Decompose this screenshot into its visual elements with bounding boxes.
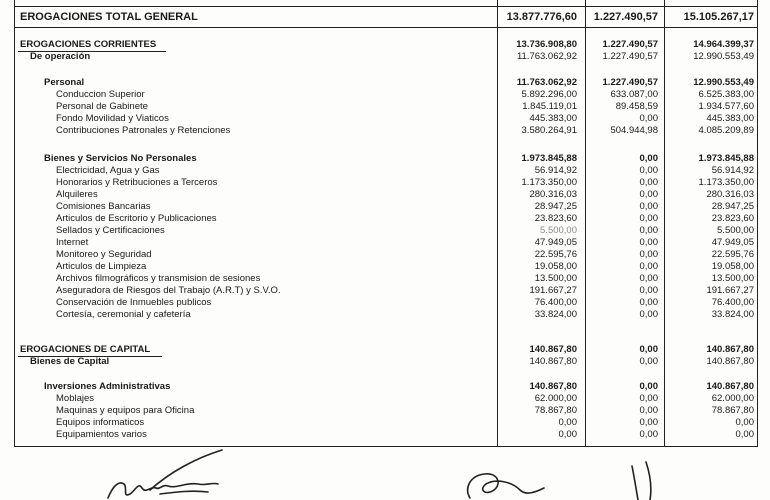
row-label: EROGACIONES CORRIENTES xyxy=(20,39,157,50)
row-label: Equipos informaticos xyxy=(56,417,145,428)
row-value-2: 0,00 xyxy=(639,344,658,355)
row-value-2: 0,00 xyxy=(639,285,658,296)
row-value-3: 33.824,00 xyxy=(711,309,754,320)
row-label: Personal xyxy=(44,77,85,88)
table-row xyxy=(0,356,770,369)
row-label: Sellados y Certificaciones xyxy=(56,225,165,236)
row-label: Archivos filmográficos y transmision de sesiones xyxy=(56,273,261,284)
row-value-2: 0,00 xyxy=(639,249,658,260)
row-value-3: 47.949,05 xyxy=(711,237,754,248)
row-value-3: 1.934.577,60 xyxy=(698,101,754,112)
row-value-2: 0,00 xyxy=(639,261,658,272)
row-label: Monitoreo y Seguridad xyxy=(56,249,152,260)
row-label: Bienes y Servicios No Personales xyxy=(44,153,197,164)
row-value-2: 0,00 xyxy=(639,153,658,164)
row-value-3: 191.667,27 xyxy=(706,285,754,296)
row-value-3: 6.525.383,00 xyxy=(698,89,754,100)
row-value-3: 140.867,80 xyxy=(706,344,754,355)
row-value-1: 13.877.776,60 xyxy=(506,11,577,23)
row-value-1: 11.763.062,92 xyxy=(516,77,577,88)
signature-right xyxy=(468,462,651,500)
row-value-3: 13.500,00 xyxy=(711,273,754,284)
row-value-1: 13.500,00 xyxy=(534,273,577,284)
row-value-2: 1.227.490,57 xyxy=(593,11,658,23)
row-value-3: 12.990.553,49 xyxy=(693,51,754,62)
row-value-1: 47.949,05 xyxy=(534,237,577,248)
row-value-3: 5.500,00 xyxy=(717,225,754,236)
row-value-3: 0,00 xyxy=(735,429,754,440)
row-value-1: 3.580.264,91 xyxy=(521,125,577,136)
row-label: Equipamientos varios xyxy=(56,429,147,440)
row-label: EROGACIONES TOTAL GENERAL xyxy=(20,11,198,23)
signature-left xyxy=(108,450,222,498)
row-value-1: 22.595,76 xyxy=(534,249,577,260)
table-row xyxy=(0,51,770,64)
row-value-2: 0,00 xyxy=(639,113,658,124)
row-value-2: 0,00 xyxy=(639,237,658,248)
row-value-2: 0,00 xyxy=(639,165,658,176)
row-value-1: 5.500,00 xyxy=(540,225,577,236)
row-value-2: 0,00 xyxy=(639,273,658,284)
row-value-1: 0,00 xyxy=(558,429,577,440)
row-label: Articulos de Escritorio y Publicaciones xyxy=(56,213,217,224)
table-row xyxy=(0,309,770,322)
row-value-2: 0,00 xyxy=(639,297,658,308)
row-value-1: 56.914,92 xyxy=(534,165,577,176)
row-value-3: 14.964.399,37 xyxy=(693,39,754,50)
row-value-1: 1.173.350,00 xyxy=(521,177,577,188)
row-label: Cortesía, ceremonial y cafetería xyxy=(56,309,191,320)
table-row xyxy=(0,429,770,442)
total-row-rule xyxy=(14,27,758,28)
row-value-3: 140.867,80 xyxy=(706,356,754,367)
row-value-3: 12.990.553,49 xyxy=(693,77,754,88)
row-value-3: 280.316,03 xyxy=(706,189,754,200)
row-value-2: 0,00 xyxy=(639,213,658,224)
row-value-2: 0,00 xyxy=(639,356,658,367)
row-label: Conservación de Inmuebles publicos xyxy=(56,297,212,308)
row-value-1: 5.892.296,00 xyxy=(521,89,577,100)
row-value-1: 28.947,25 xyxy=(534,201,577,212)
row-value-2: 0,00 xyxy=(639,177,658,188)
row-label: De operación xyxy=(30,51,91,62)
row-value-3: 28.947,25 xyxy=(711,201,754,212)
row-label: Inversiones Administrativas xyxy=(44,381,171,392)
row-value-1: 280.316,03 xyxy=(529,189,577,200)
row-value-1: 140.867,80 xyxy=(529,356,577,367)
row-label: Moblajes xyxy=(56,393,95,404)
row-label: Maquinas y equipos para Oficina xyxy=(56,405,195,416)
row-value-3: 56.914,92 xyxy=(711,165,754,176)
row-label: Comisiones Bancarias xyxy=(56,201,151,212)
row-label: Personal de Gabinete xyxy=(56,101,148,112)
row-value-2: 1.227.490,57 xyxy=(602,39,658,50)
row-value-3: 22.595,76 xyxy=(711,249,754,260)
row-value-1: 445.383,00 xyxy=(529,113,577,124)
row-value-1: 140.867,80 xyxy=(529,344,577,355)
row-value-2: 89.458,59 xyxy=(615,101,658,112)
row-value-1: 1.845.119,01 xyxy=(522,101,577,112)
row-value-3: 62.000,00 xyxy=(711,393,754,404)
row-value-1: 11.763.062,92 xyxy=(516,51,577,62)
row-value-2: 504.944,98 xyxy=(610,125,658,136)
row-value-3: 1.973.845,88 xyxy=(698,153,754,164)
row-value-3: 1.173.350,00 xyxy=(698,177,754,188)
row-label: Conduccion Superior xyxy=(56,89,145,100)
row-value-1: 191.667,27 xyxy=(529,285,577,296)
row-value-1: 23.823,60 xyxy=(534,213,577,224)
row-value-1: 140.867,80 xyxy=(529,381,577,392)
row-value-3: 0,00 xyxy=(735,417,754,428)
row-label: Aseguradora de Riesgos del Trabajo (A.R.T) y S.V.O. xyxy=(56,285,281,296)
row-value-1: 13.736.908,80 xyxy=(516,39,577,50)
row-value-1: 33.824,00 xyxy=(534,309,577,320)
row-value-3: 23.823,60 xyxy=(711,213,754,224)
row-value-3: 4.085.209,89 xyxy=(698,125,754,136)
row-value-2: 1.227.490,57 xyxy=(602,51,658,62)
row-label: Bienes de Capital xyxy=(30,356,110,367)
row-value-3: 445.383,00 xyxy=(706,113,754,124)
row-value-3: 78.867,80 xyxy=(711,405,754,416)
signatures xyxy=(0,444,770,500)
row-label: Honorarios y Retribuciones a Terceros xyxy=(56,177,218,188)
row-value-3: 140.867,80 xyxy=(706,381,754,392)
row-value-2: 0,00 xyxy=(639,201,658,212)
header-top-rule xyxy=(14,6,758,7)
row-value-3: 76.400,00 xyxy=(711,297,754,308)
row-value-3: 15.105.267,17 xyxy=(683,11,754,23)
row-value-1: 1.973.845,88 xyxy=(521,153,577,164)
row-value-1: 19.058,00 xyxy=(534,261,577,272)
row-label: Contribuciones Patronales y Retenciones xyxy=(56,125,231,136)
row-value-1: 0,00 xyxy=(558,417,577,428)
row-value-1: 62.000,00 xyxy=(534,393,577,404)
row-label: EROGACIONES DE CAPITAL xyxy=(20,344,151,355)
row-value-2: 633.087,00 xyxy=(610,89,658,100)
row-label: Alquileres xyxy=(56,189,98,200)
table-row xyxy=(0,125,770,138)
row-label: Fondo Movilidad y Viaticos xyxy=(56,113,169,124)
row-value-2: 0,00 xyxy=(639,189,658,200)
row-value-1: 76.400,00 xyxy=(534,297,577,308)
row-value-2: 0,00 xyxy=(639,309,658,320)
row-label: Articulos de Limpieza xyxy=(56,261,147,272)
row-label: Internet xyxy=(56,237,89,248)
table-row-total-general xyxy=(0,11,770,24)
row-value-1: 78.867,80 xyxy=(534,405,577,416)
row-value-2: 0,00 xyxy=(639,429,658,440)
row-value-3: 19.058,00 xyxy=(711,261,754,272)
row-label: Electricidad, Agua y Gas xyxy=(56,165,160,176)
row-value-2: 0,00 xyxy=(639,225,658,236)
row-value-2: 1.227.490,57 xyxy=(602,77,658,88)
row-value-2: 0,00 xyxy=(639,417,658,428)
row-value-2: 0,00 xyxy=(639,381,658,392)
row-value-2: 0,00 xyxy=(639,405,658,416)
row-value-2: 0,00 xyxy=(639,393,658,404)
